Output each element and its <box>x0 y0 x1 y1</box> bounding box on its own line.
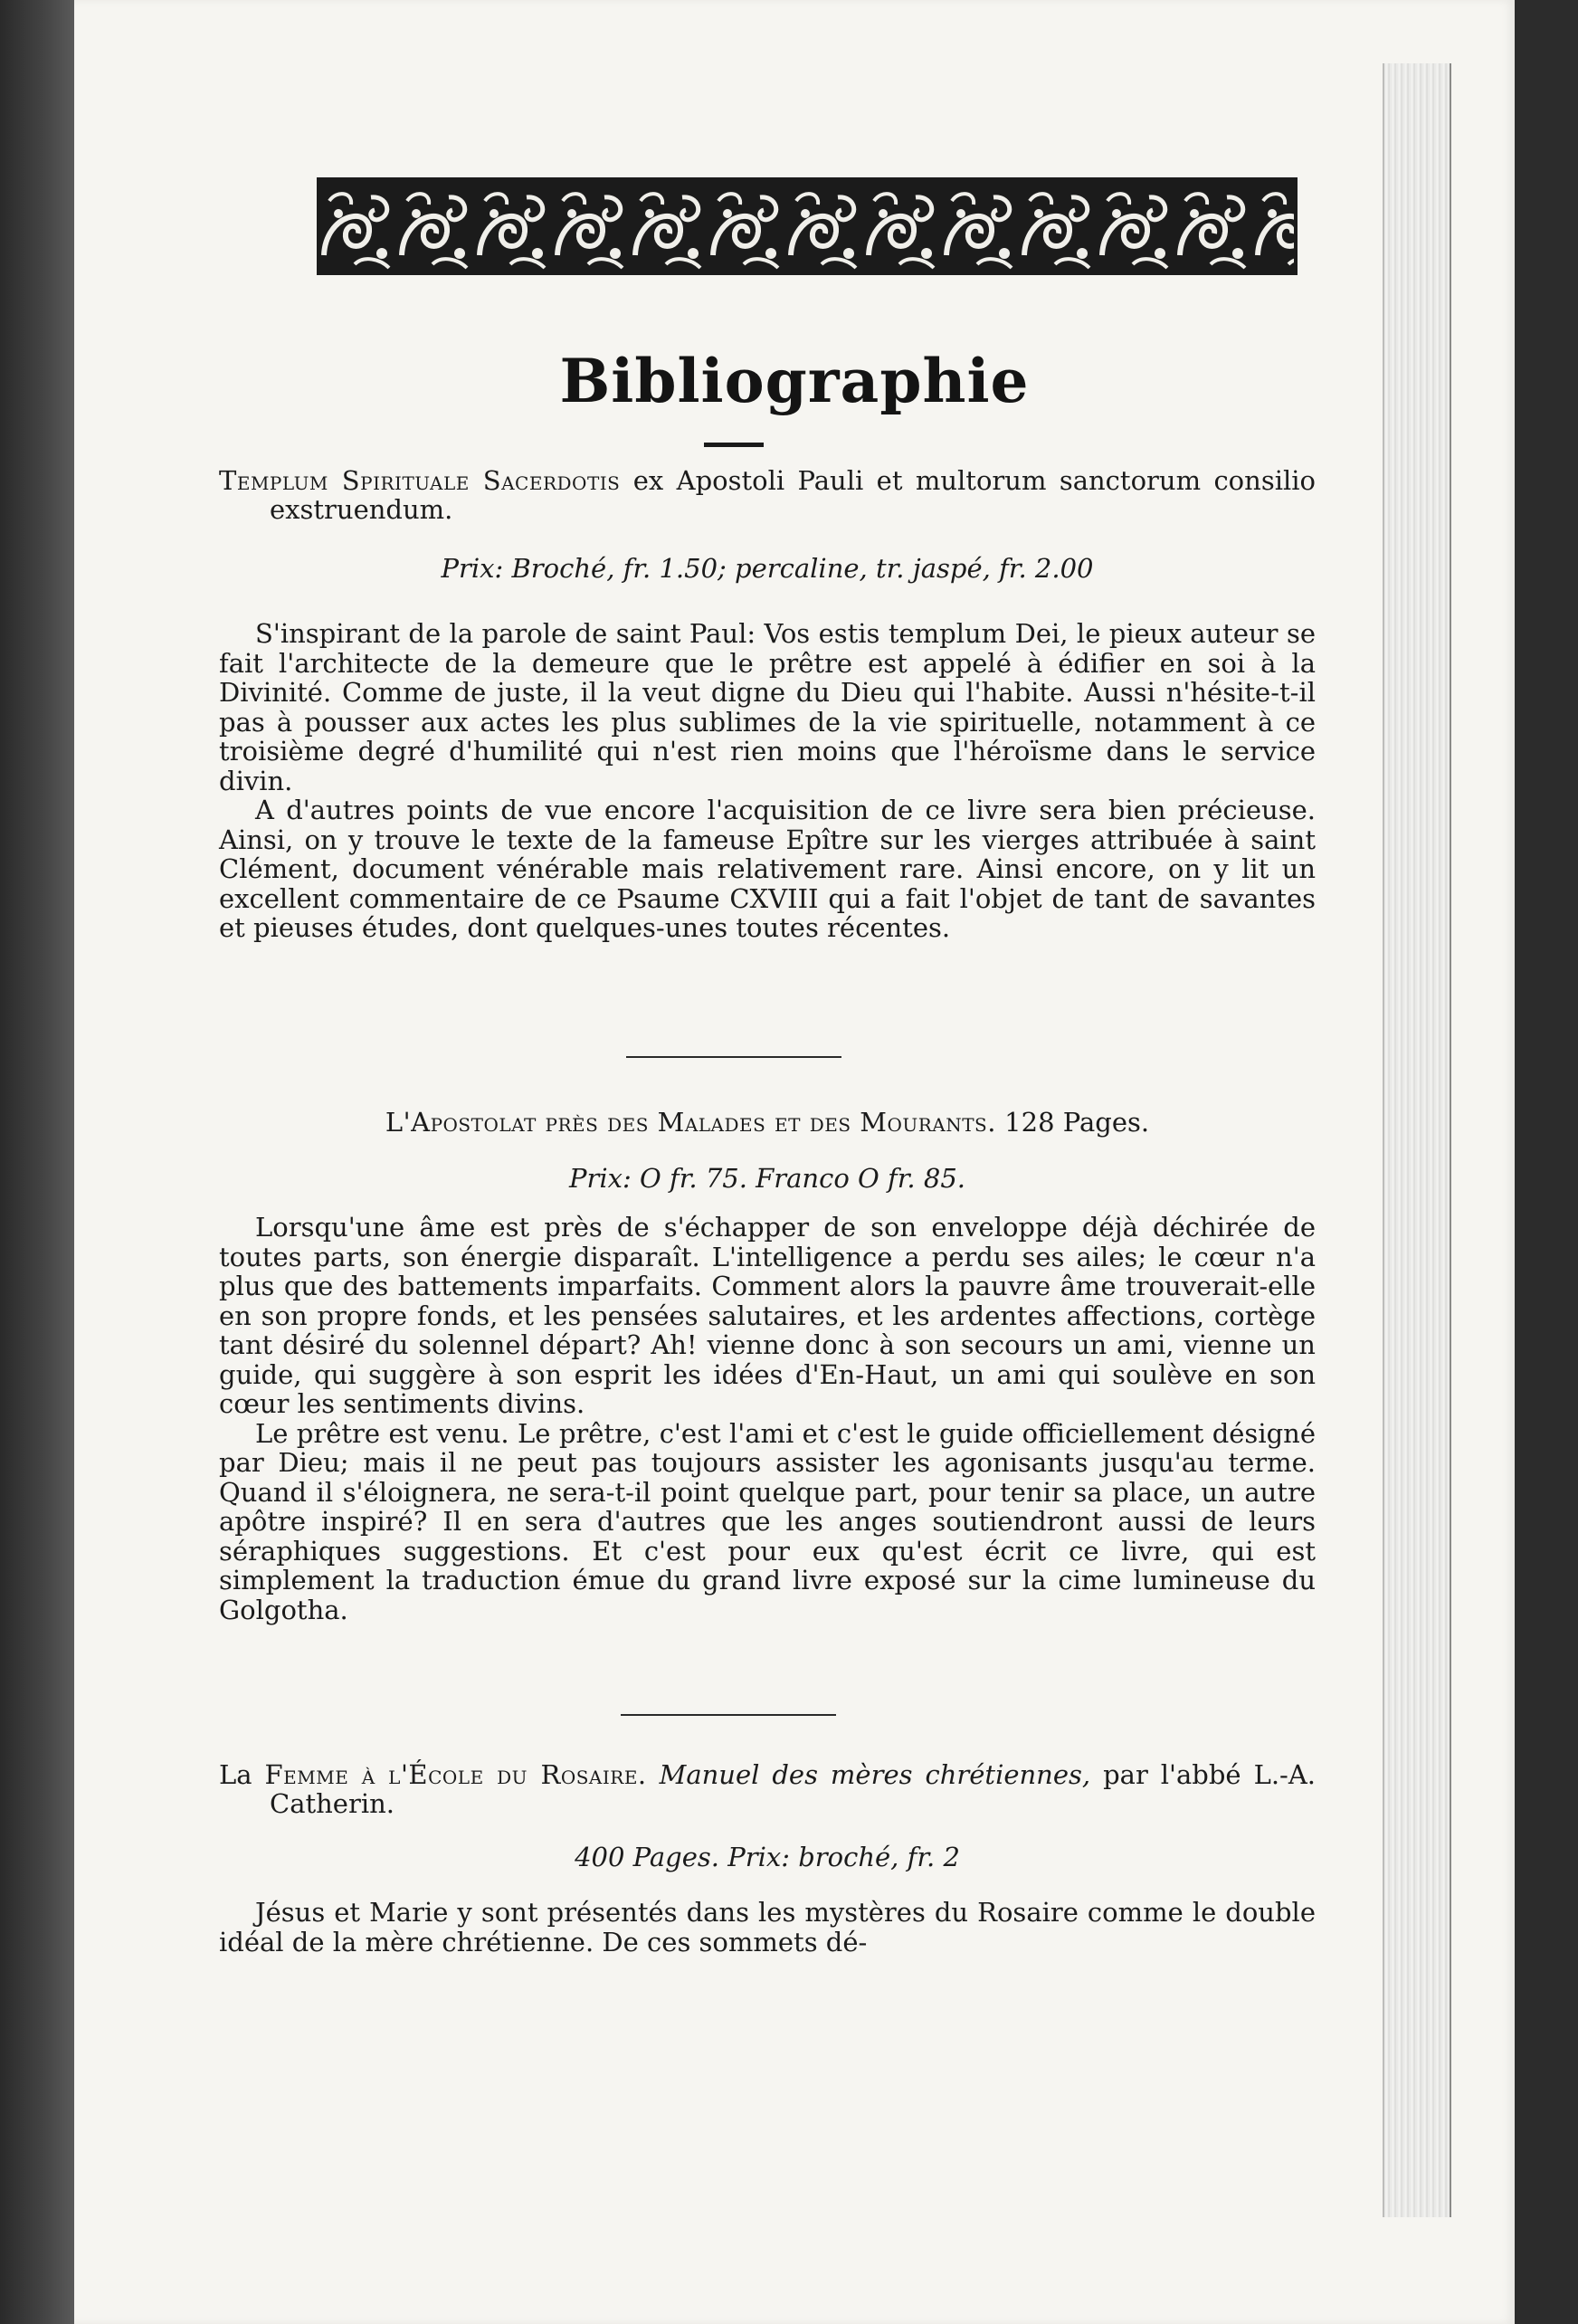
entry-2-title: L'Apostolat près des Malades et des Mourants. <box>385 1107 996 1138</box>
entry-1-paragraph-2: A d'autres points de vue encore l'acquisition de ce livre sera bien précieuse. Ainsi, on y trouve le texte de la fameuse Epître sur les vierges attribuée à saint Clément, document vénérable mais relativement rare. Ainsi encore, on y lit un excellent commentaire de ce Psaume CXVIII qui a fait l'objet de tant de savantes et pieuses études, dont quelques-unes toutes récentes. <box>219 795 1316 943</box>
entry-3-price-block <box>219 1843 1316 1872</box>
ornamental-header-band <box>317 177 1298 275</box>
entry-3 <box>219 1760 1316 1818</box>
entry-2-heading <box>219 1108 1316 1137</box>
entry-3-title: Femme à l'École du Rosaire. <box>264 1759 647 1790</box>
entry-1-title: Templum Spirituale Sacerdotis <box>219 465 621 496</box>
book-page <box>74 0 1515 2324</box>
page-title: Bibliographie <box>559 346 1030 416</box>
entry-1-heading <box>219 466 1316 524</box>
section-separator <box>621 1714 836 1716</box>
title-rule <box>704 443 764 447</box>
entry-2 <box>219 1108 1316 1137</box>
book-gutter <box>0 0 74 2324</box>
scanner-background <box>1515 0 1578 2324</box>
entry-2-body <box>219 1213 1316 1624</box>
entry-2-price-block <box>219 1164 1316 1193</box>
entry-1-price: Prix: Broché, fr. 1.50; percaline, tr. jaspé, fr. 2.00 <box>441 553 1094 584</box>
section-separator <box>626 1056 841 1058</box>
entry-3-heading <box>219 1760 1316 1818</box>
entry-2-pages: 128 Pages. <box>995 1107 1150 1138</box>
entry-1-paragraph-1: S'inspirant de la parole de saint Paul: Vos estis templum Dei, le pieux auteur se fait l'architecte de la demeure que le prêtre est appelé à édifier en soi à la Divinité. Comme de juste, il la veut digne du Dieu qui l'habite. Aussi n'hésite-t-il pas à pousser aux actes les plus sublimes de la vie spirituelle, notamment à ce troisième degré d'humilité qui n'est rien moins que l'héroïsme dans le service divin. <box>219 618 1316 796</box>
entry-2-paragraph-1: Lorsqu'une âme est près de s'échapper de son enveloppe déjà déchirée de toutes parts, son énergie disparaît. L'intelligence a perdu ses ailes; le cœur n'a plus que des battements imparfaits. Comment alors la pauvre âme trouverait-elle en son propre fonds, et les pensées salutaires, et les ardentes affections, cortège tant désiré du solennel départ? Ah! vienne donc à son secours un ami, vienne un guide, qui suggère à son esprit les idées d'En-Haut, un ami qui soulève en son cœur les sentiments divins. <box>219 1212 1316 1419</box>
entry-3-body <box>219 1898 1316 1957</box>
entry-1-body <box>219 619 1316 943</box>
entry-1-subtitle: ex Apostoli Pauli et multorum sanctorum consilio exstruendum. <box>270 465 1316 525</box>
entry-3-price: 400 Pages. Prix: broché, fr. 2 <box>575 1842 960 1872</box>
entry-1 <box>219 466 1316 524</box>
entry-2-paragraph-2: Le prêtre est venu. Le prêtre, c'est l'ami et c'est le guide officiellement désigné par Dieu; mais il ne peut pas toujours assister les agonisants jusqu'au terme. Quand il s'éloignera, ne sera-t-il point quelque part, pour tenir sa place, un autre apôtre inspiré? Il en sera d'autres que les anges soutiendront aussi de leurs séraphiques suggestions. Et c'est pour eux qu'est écrit ce livre, qui est simplement la traduction émue du grand livre exposé sur la cime lumineuse du Golgotha. <box>219 1417 1316 1625</box>
entry-2-price: Prix: O fr. 75. Franco O fr. 85. <box>568 1163 965 1194</box>
entry-3-author: par l'abbé L.-A. Catherin. <box>270 1759 1317 1819</box>
entry-3-article: La <box>219 1759 265 1790</box>
entry-3-paragraph-1: Jésus et Marie y sont présentés dans les mystères du Rosaire comme le double idéal de la mère chrétienne. De ces sommets dé- <box>219 1897 1316 1957</box>
entry-3-subtitle: Manuel des mères chrétiennes, <box>646 1759 1091 1790</box>
entry-1-price-block <box>219 554 1316 583</box>
